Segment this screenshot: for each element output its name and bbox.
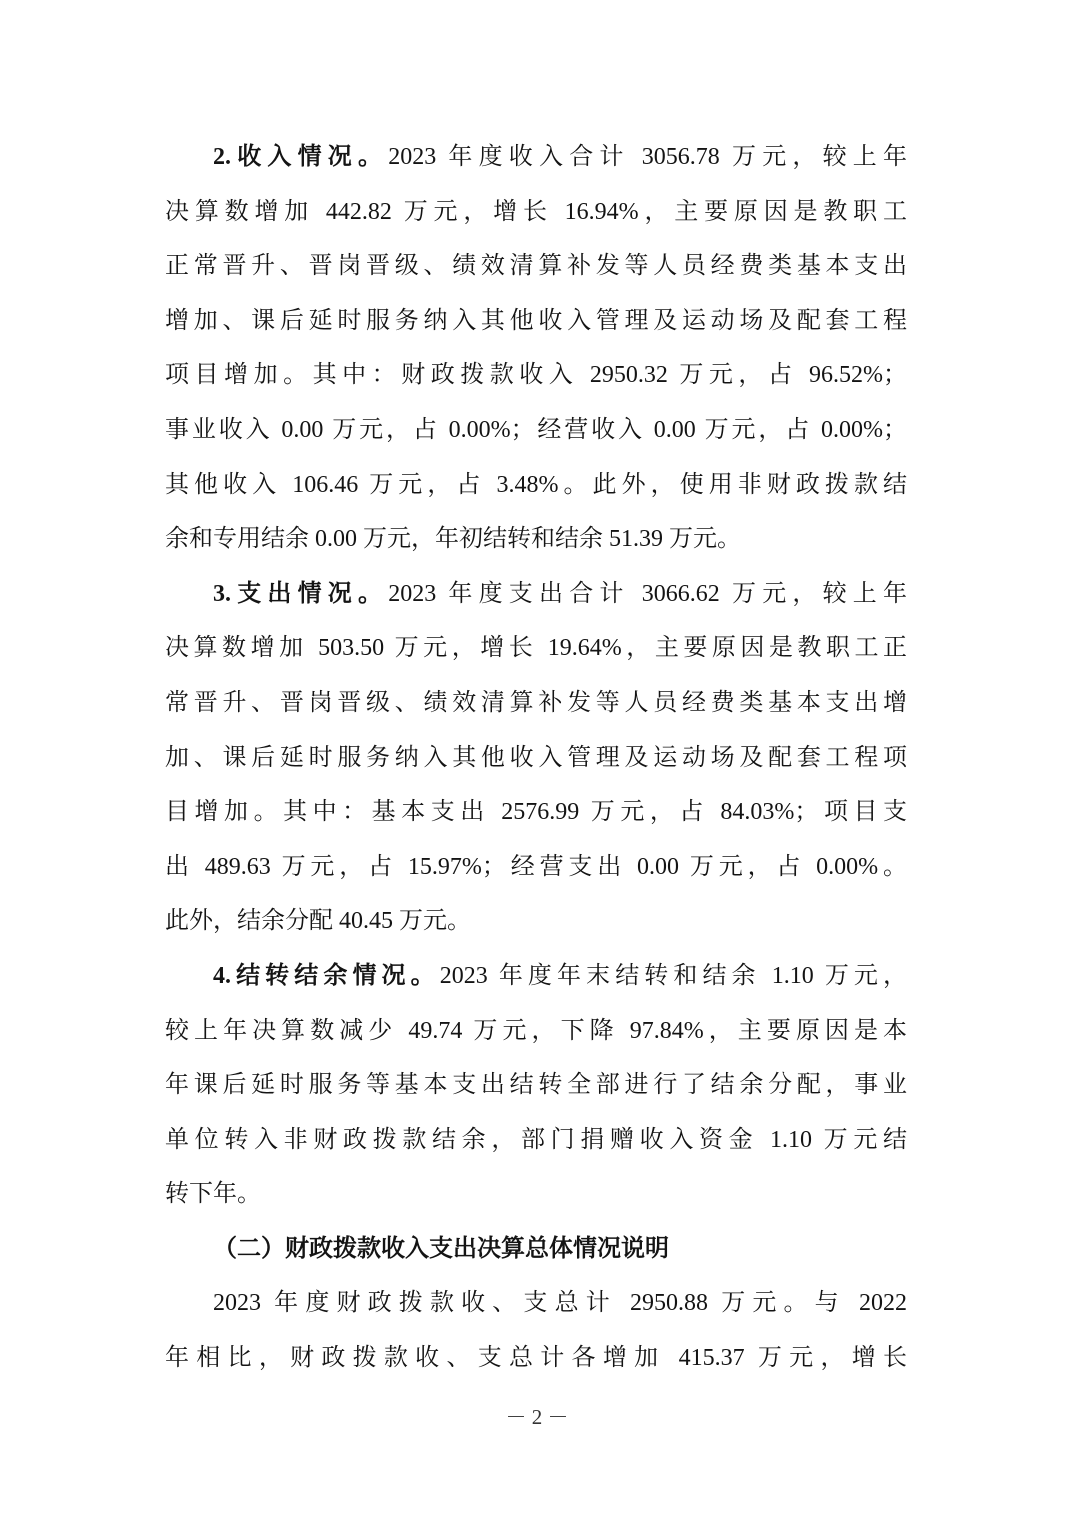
- text-line: 出 489.63 万元，占 15.97%；经营支出 0.00 万元，占 0.00%。: [165, 853, 907, 880]
- document-body: [165, 130, 907, 1386]
- text-line: 2023 年度财政拨款收、支总计 2950.88 万元。与 2022: [213, 1290, 907, 1317]
- text-line: 正常晋升、晋岗晋级、绩效清算补发等人员经费类基本支出: [165, 253, 907, 280]
- text-line: [165, 130, 907, 185]
- paragraph-income-lead: 2.收入情况。: [213, 144, 389, 170]
- paragraph-income-line-1: 2023 年度收入合计 3056.78 万元，较上年: [388, 144, 907, 170]
- text-line: 较上年决算数减少 49.74 万元，下降 97.84%，主要原因是本: [165, 1017, 907, 1044]
- text-line: 年课后延时服务等基本支出结转全部进行了结余分配，事业: [165, 1072, 907, 1099]
- text-line: 决算数增加 442.82 万元，增长 16.94%，主要原因是教职工: [165, 198, 907, 225]
- paragraph-carryover: [165, 949, 907, 1222]
- text-line: 余和专用结余 0.00 万元，年初结转和结余 51.39 万元。: [165, 526, 741, 553]
- text-line: 事业收入 0.00 万元，占 0.00%；经营收入 0.00 万元，占 0.00%；: [165, 416, 907, 443]
- text-line: 增加、课后延时服务纳入其他收入管理及运动场及配套工程: [165, 307, 907, 334]
- text-line: [165, 567, 907, 622]
- text-line: 转下年。: [165, 1181, 261, 1208]
- paragraph-carryover-line-1: 2023 年度年末结转和结余 1.10 万元，: [439, 962, 907, 989]
- text-line: 年相比，财政拨款收、支总计各增加 415.37 万元，增长: [165, 1345, 907, 1372]
- paragraph-carryover-lead: 4.结转结余情况。: [213, 962, 440, 989]
- text-line: 加、课后延时服务纳入其他收入管理及运动场及配套工程项: [165, 744, 907, 771]
- text-line: 此外，结余分配 40.45 万元。: [165, 908, 471, 935]
- text-line: [165, 949, 907, 1004]
- paragraph-income: [165, 130, 907, 567]
- text-line: 决算数增加 503.50 万元，增长 19.64%，主要原因是教职工正: [165, 635, 907, 662]
- text-line: 单位转入非财政拨款结余，部门捐赠收入资金 1.10 万元结: [165, 1126, 907, 1153]
- text-line: 项目增加。其中：财政拨款收入 2950.32 万元，占 96.52%；: [165, 362, 907, 389]
- paragraph-fiscal-appropriation: [165, 1276, 907, 1385]
- text-line: 常晋升、晋岗晋级、绩效清算补发等人员经费类基本支出增: [165, 689, 907, 716]
- page-number: － 2 －: [505, 1405, 569, 1429]
- text-line: 目增加。其中：基本支出 2576.99 万元，占 84.03%；项目支: [165, 799, 907, 826]
- section-heading: （二）财政拨款收入支出决算总体情况说明: [213, 1235, 669, 1262]
- paragraph-expense-lead: 3.支出情况。: [213, 580, 389, 607]
- text-line: 其他收入 106.46 万元，占 3.48%。此外，使用非财政拨款结: [165, 471, 907, 498]
- paragraph-expense: [165, 567, 907, 949]
- paragraph-expense-line-1: 2023 年度支出合计 3066.62 万元，较上年: [388, 580, 907, 607]
